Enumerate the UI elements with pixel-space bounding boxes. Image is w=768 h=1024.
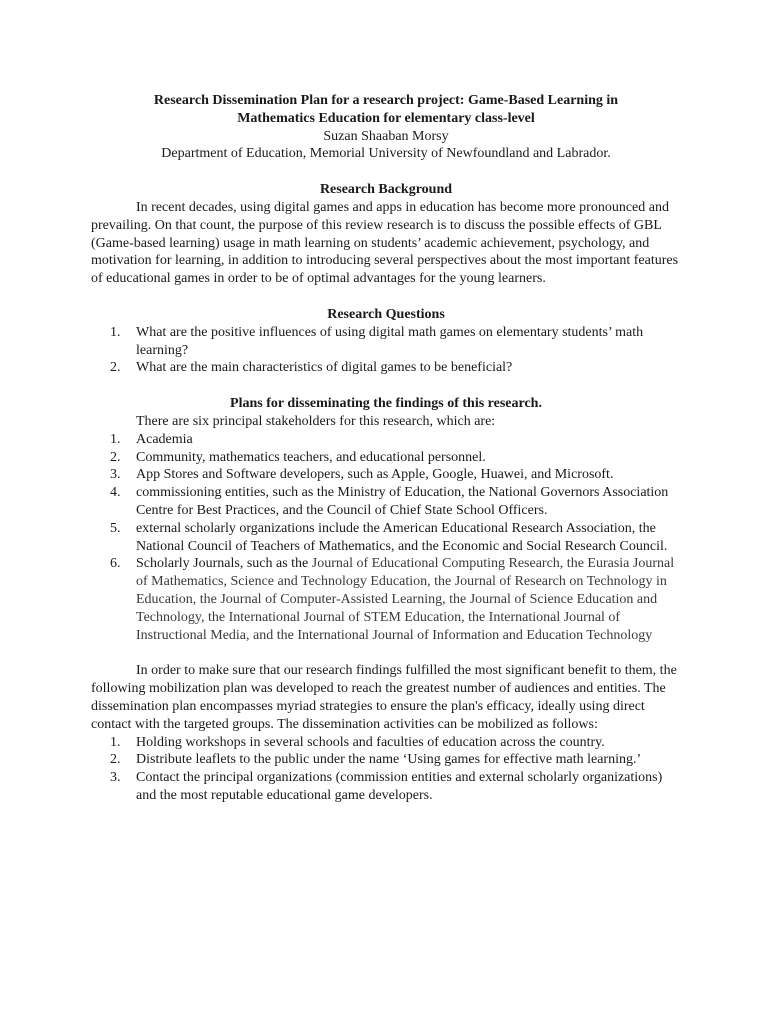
list-item: 5. external scholarly organizations include the American Educational Research Association, the National Council of Teachers of Mathematics, and the Economic and Social Research Council. — [110, 520, 668, 554]
list-item: 1. What are the positive influences of using digital math games on elementary students’ math learning? — [110, 324, 644, 358]
background-paragraph: In recent decades, using digital games and apps in education has become more pronounced and prevailing. On that count, the purpose of this review research is to discuss the possible effects of GBL (Game-based learning) usage in math learning on students’ academic achievement, psychology, and motivation for learning, in addition to introducing several perspectives about the most important features of educational games in order to be of optimal advantages for the young learners. — [91, 199, 679, 287]
plans-intro: There are six principal stakeholders for this research, which are: — [136, 413, 496, 429]
questions-list — [91, 324, 681, 377]
plans-heading: Plans for disseminating the findings of this research. — [230, 396, 542, 412]
mobilization-paragraph: In order to make sure that our research findings fulfilled the most significant benefit to them, the following mobilization plan was developed to reach the greatest number of audiences and entities. The dissemination plan encompasses myriad strategies to ensure the plan's efficacy, ideally using direct contact with the targeted groups. The dissemination activities can be mobilized as follows: — [91, 663, 677, 732]
journal-list-text: Journal of Educational Computing Research, the Eurasia Journal of Mathematics, Science and Technology Education, the Journal of Research on Technology in Education, the Journal of Computer-Assisted Learning, the Journal of Science Education and Technology, the International Journal of STEM Education, the International Journal of Instructional Media, and the International Journal of Information and Education Technology — [136, 556, 675, 643]
document-body — [91, 92, 681, 805]
questions-heading: Research Questions — [327, 306, 445, 322]
list-item: 2. Distribute leaflets to the public under the name ‘Using games for effective math learning.’ — [110, 752, 642, 768]
affiliation: Department of Education, Memorial University of Newfoundland and Labrador. — [161, 146, 611, 162]
list-item: 3. Contact the principal organizations (commission entities and external scholarly organizations) and the most reputable educational game developers. — [110, 770, 663, 803]
background-heading: Research Background — [319, 182, 453, 198]
stakeholders-list — [91, 431, 681, 645]
list-item: 1. Holding workshops in several schools and faculties of education across the country. — [110, 734, 605, 750]
list-item: 6. Scholarly Journals, such as the Journal of Educational Computing Research, the Eurasia Journal of Mathematics, Science and Technology Education, the Journal of Research on Technology in Education, the Journal of Computer-Assisted Learning, the Journal of Science Education and Technology, the International Journal of STEM Education, the International Journal of Instructional Media, and the International Journal of Information and Education Technology — [110, 556, 675, 643]
title-line-2: Mathematics Education for elementary class-level — [237, 110, 535, 126]
list-item: 2. What are the main characteristics of digital games to be beneficial? — [110, 360, 513, 376]
list-item: 1. Academia — [110, 431, 193, 447]
activities-list — [91, 734, 681, 805]
title-line-1: Research Dissemination Plan for a research project: Game-Based Learning in — [153, 93, 619, 108]
author-name: Suzan Shaaban Morsy — [323, 128, 449, 144]
list-item: 3. App Stores and Software developers, such as Apple, Google, Huawei, and Microsoft. — [110, 467, 614, 483]
document-title — [91, 92, 681, 128]
list-item: 4. commissioning entities, such as the Ministry of Education, the National Governors Association Centre for Best Practices, and the Council of Chief State School Officers. — [110, 485, 669, 518]
list-item: 2. Community, mathematics teachers, and educational personnel. — [110, 449, 486, 465]
